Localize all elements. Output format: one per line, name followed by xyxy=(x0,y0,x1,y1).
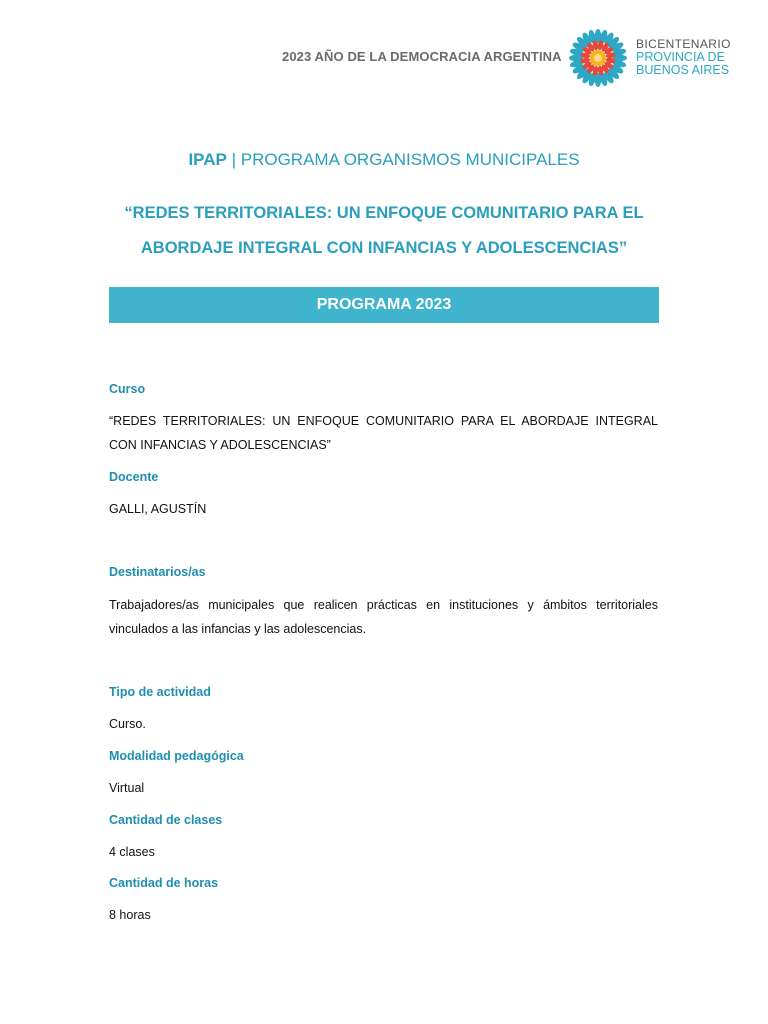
title-separator: | xyxy=(226,150,241,169)
modalidad-value: Virtual xyxy=(109,781,145,795)
destinatarios-label: Destinatarios/as xyxy=(109,565,206,579)
programa-year-banner: PROGRAMA 2023 xyxy=(109,287,659,323)
docente-value: GALLI, AGUSTÍN xyxy=(109,502,207,516)
sun-flower-logo-icon xyxy=(568,28,628,88)
democracia-slogan: 2023 AÑO DE LA DEMOCRACIA ARGENTINA xyxy=(282,49,562,64)
tipo-actividad-label: Tipo de actividad xyxy=(109,685,211,699)
cantidad-horas-value: 8 horas xyxy=(109,908,151,922)
curso-label: Curso xyxy=(109,382,146,396)
cantidad-clases-label: Cantidad de clases xyxy=(109,813,223,827)
curso-value: “REDES TERRITORIALES: UN ENFOQUE COMUNITARIO PARA EL ABORDAJE INTEGRAL CON INFANCIAS Y ADOLESCENCIAS” xyxy=(109,414,658,452)
bicentenario-text: BICENTENARIO xyxy=(636,37,731,51)
buenos-aires-text: BUENOS AIRES xyxy=(636,63,730,77)
program-name: PROGRAMA ORGANISMOS MUNICIPALES xyxy=(240,150,580,169)
province-logotype xyxy=(636,38,731,77)
cantidad-clases-value: 4 clases xyxy=(109,845,155,859)
provincia-de-text: PROVINCIA DE xyxy=(636,50,725,64)
modalidad-label: Modalidad pedagógica xyxy=(109,749,244,763)
destinatarios-value: Trabajadores/as municipales que realicen prácticas en instituciones y ámbitos territoriales vinculados a las infancias y las adolescencias. xyxy=(109,598,658,636)
course-title: “REDES TERRITORIALES: UN ENFOQUE COMUNITARIO PARA EL ABORDAJE INTEGRAL CON INFANCIAS Y ADOLESCENCIAS” xyxy=(124,204,644,257)
ipap-acronym: IPAP xyxy=(188,150,227,169)
docente-label: Docente xyxy=(109,470,159,484)
tipo-actividad-value: Curso. xyxy=(109,717,146,731)
header-banner xyxy=(270,24,740,90)
cantidad-horas-label: Cantidad de horas xyxy=(109,876,219,890)
institution-title xyxy=(0,150,768,170)
